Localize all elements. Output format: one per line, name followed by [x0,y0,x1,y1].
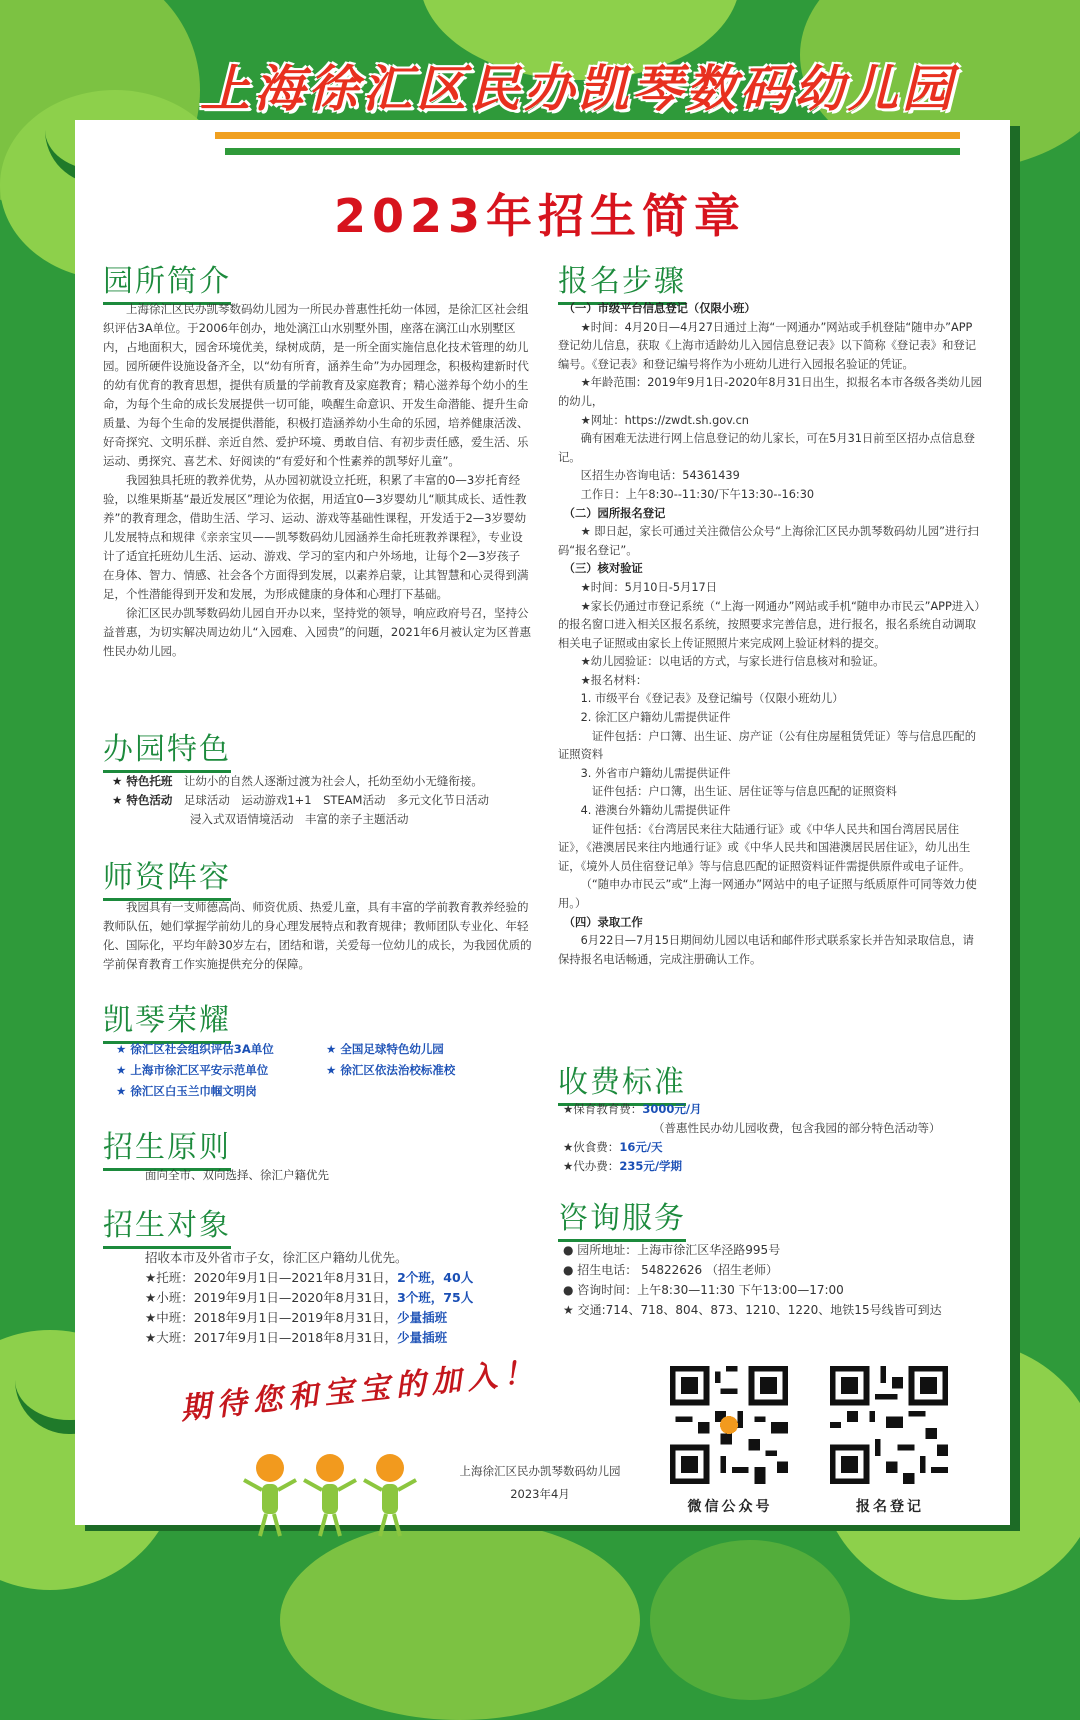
step4-title: （四）录取工作 [563,915,643,929]
bg-blob [280,1520,640,1720]
principle-heading: 招生原则 [103,1122,231,1171]
target-row: ★大班：2017年9月1日—2018年8月31日，少量插班 [145,1330,448,1345]
step1-age: ★年龄范围：2019年9月1日-2020年8月31日出生，拟报名本市各级各类幼儿园的幼儿， [558,376,982,408]
qr-label-register: 报名登记 [856,1499,924,1515]
consult-heading: 咨询服务 [558,1193,686,1242]
step1-note: 确有困难无法进行网上信息登记的幼儿家长，可在5月31日前至区招办点信息登记。 [558,432,975,464]
kids-illustration [230,1450,430,1540]
intro-paragraph-1: 上海徐汇区民办凯琴数码幼儿园为一所民办普惠性托幼一体园，是徐汇区社会组织评估3A单位。于2006年创办，地处漓江山水别墅外围，座落在漓江山水别墅区内，占地面积大，园舍环境优美，绿树成荫，是一所全面实施信息化技术管理的幼儿园。园所硬件设施设备齐全，以“幼有所育，涵养生命”为办园理念，积极构建新时代的幼有优育的教育思想，提供有质量的学前教育及家庭教育；精心滋养每个幼小的生命，为每个生命的成长发展提供一切可能，唤醒生命意识、开发生命潜能、提升生命质量、为每个生命的发展提供潜能，积极打造涵养幼小生命的乐园，培养健康活泼、好奇探究、文明乐群、亲近自然、爱护环境、勇敢自信、有初步责任感，爱生活、乐运动、勇探究、喜艺术、好阅读的“有爱好和个性素养的凯琴好儿童”。 [103,302,529,468]
intro-body [103,300,531,661]
target-heading: 招生对象 [103,1200,231,1249]
features-heading: 办园特色 [103,724,231,773]
step1-title: （一）市级平台信息登记（仅限小班） [563,302,756,315]
target-row: ★小班：2019年9月1日—2020年8月31日，3个班，75人 [145,1290,474,1305]
material-item: 2. 徐汇区户籍幼儿需提供证件 [580,711,731,725]
step3-title: （三）核对验证 [563,562,643,576]
material-item: 1. 市级平台《登记表》及登记编号（仅限小班幼儿） [580,692,844,706]
qr-code-register[interactable] [830,1366,948,1484]
step2-text: ★ 即日起，家长可通过关注微信公众号“上海徐汇区民办凯琴数码幼儿园”进行扫码“报名登记”。 [558,525,979,557]
step3-verify: ★幼儿园验证：以电话的方式，与家长进行信息核对和验证。 [580,655,885,669]
steps-heading: 报名步骤 [558,256,686,305]
target-row: ★中班：2018年9月1日—2019年8月31日，少量插班 [145,1310,448,1325]
step1-time: ★时间：4月20日—4月27日通过上海“一网通办”网站或手机登陆“随申办”APP登记幼儿信息，获取《上海市适龄幼儿入园信息登记表》以下简称《登记表》和登记编号。《登记表》和登记编号将作为小班幼儿进行入园报名验证的凭证。 [558,320,976,371]
material-item: 4. 港澳台外籍幼儿需提供证件 [580,804,731,818]
fee-row: ★代办费：235元/学期 [563,1159,683,1173]
step1-hours: 工作日：上午8:30--11:30/下午13:30--16:30 [580,487,815,501]
feature-text-activities: 足球活动 运动游戏1+1 STEAM活动 多元文化节日活动 [183,793,489,807]
honor-item: ★ 全国足球特色幼儿园 [326,1042,444,1056]
teachers-paragraph: 我园具有一支师德高尚、师资优质、热爱儿童，具有丰富的学前教育教养经验的教师队伍，她们掌握学前幼儿的身心理发展特点和教育规律；教师团队专业化、年轻化、国际化，平均年龄30岁左右，团结和谐，关爱每一位幼儿的成长，为我园优质的学前保育教育工作实施提供充分的保障。 [103,900,532,971]
material-item: 3. 外省市户籍幼儿需提供证件 [580,766,731,780]
steps-body [558,300,982,969]
teachers-body [103,898,533,974]
material-note: （“随申办市民云”或“上海一网通办”网站中的电子证照与纸质原件可同等效力使用。） [558,878,977,910]
footer-date: 2023年4月 [510,1487,570,1501]
qr-label-wechat: 微信公众号 [687,1499,773,1515]
consult-item: ● 招生电话： 54822626 （招生老师） [563,1263,778,1277]
target-row: ★托班：2020年9月1日—2021年8月31日，2个班，40人 [145,1270,474,1285]
material-detail: 证件包括：户口簿，出生证、居住证等与信息匹配的证照资料 [591,785,897,799]
green-stripe [225,148,960,155]
consult-item: ★ 交通:714、718、804、873、1210、1220、地铁15号线皆可到达 [563,1303,942,1317]
footer-slogan: 期待您和宝宝的加入！ [178,1354,541,1427]
honor-item: ★ 徐汇区依法治校标准校 [326,1063,456,1077]
school-name-title: 上海徐汇区民办凯琴数码幼儿园 [200,59,956,118]
principle-text: 面向全市、双向选择、徐汇户籍优先 [145,1168,329,1182]
qr-code-wechat[interactable] [670,1366,788,1484]
bg-blob [650,1540,850,1700]
fees-body [563,1100,983,1176]
target-intro: 招收本市及外省市子女，徐汇区户籍幼儿优先。 [145,1250,408,1265]
fee-row: ★保育教育费：3000元/月 [563,1102,702,1116]
fee-row: ★伙食费：16元/天 [563,1140,663,1154]
consult-body [563,1240,983,1320]
fees-heading: 收费标准 [558,1057,686,1106]
teachers-heading: 师资阵容 [103,852,231,901]
feature-label-activities: ★ 特色活动 [112,793,173,807]
fee-note: （普惠性民办幼儿园收费，包含我园的部分特色活动等） [653,1121,941,1135]
intro-heading: 园所简介 [103,256,231,305]
step1-url: ★网址：https://zwdt.sh.gov.cn [580,413,749,427]
step2-title: （二）园所报名登记 [563,506,666,520]
material-detail: 证件包括：户口簿、出生证、房产证（公有住房屋租赁凭证）等与信息匹配的证照资料 [558,729,976,762]
honor-item: ★ 徐汇区社会组织评估3A单位 [116,1042,274,1056]
feature-text-activities-2: 浸入式双语情境活动 丰富的亲子主题活动 [190,812,409,826]
step1-phone: 区招生办咨询电话：54361439 [580,469,740,483]
feature-label-toban: ★ 特色托班 [112,774,173,788]
step4-text: 6月22日—7月15日期间幼儿园以电话和邮件形式联系家长并告知录取信息，请保持报名电话畅通，完成注册确认工作。 [558,934,974,966]
intro-paragraph-3: 徐汇区民办凯琴数码幼儿园自开办以来，坚持党的领导，响应政府号召，坚持公益普惠，为切实解决周边幼儿“入园难、入园贵”的问题，2021年6月被认定为区普惠性民办幼儿园。 [103,606,531,658]
honors-heading: 凯琴荣耀 [103,995,231,1044]
step3-text: ★家长仍通过市登记系统（“上海一网通办”网站或手机“随申办市民云”APP进入）的报名窗口进入相关区报名系统，按照要求完善信息，进行报名，报名系统自动调取相关电子证照或由家长上传证照照片来完成网上验证材料的提交。 [558,599,981,650]
orange-stripe [215,132,960,139]
step3-time: ★时间：5月10日-5月17日 [580,580,718,594]
intro-paragraph-2: 我园独具托班的教养优势，从办园初就设立托班，积累了丰富的0—3岁托育经验，以维果斯基“最近发展区”理论为依据，用适宜0—3岁婴幼儿“顺其成长、适性教养”的教育理念，借助生活、学习、运动、游戏等基础性课程，开发适于2—3岁婴幼儿发展特点和规律《亲亲宝贝——凯琴数码幼儿园涵养生命托班教养课程》，专业设计了适宜托班幼儿生活、运动、游戏、学习的室内和户外场地，让每个2—3岁孩子在身体、智力、情感、社会各个方面得到发展，以素养启蒙，让其智慧和心灵得到满足，个性潜能得到开发和发展，为形成健康的身体和心理打下基础。 [103,473,529,601]
honor-item: ★ 上海市徐汇区平安示范单位 [116,1063,269,1077]
features-body [112,772,542,829]
footer-org: 上海徐汇区民办凯琴数码幼儿园 [459,1464,621,1478]
honor-item: ★ 徐汇区白玉兰巾帼文明岗 [116,1084,257,1098]
target-body [145,1248,545,1348]
page-title: 2023年招生简章 [333,189,747,243]
material-detail: 证件包括：《台湾居民来往大陆通行证》或《中华人民共和国台湾居民居住证》，《港澳居民来往内地通行证》或《中华人民共和国港澳居民居住证》，幼儿出生证，《境外人员住宿登记单》等与信息匹配的证照资料证件需提供原件或电子证件。 [558,822,971,873]
step3-materials: ★报名材料： [580,673,648,687]
feature-text-toban: 让幼小的自然人逐渐过渡为社会人，托幼至幼小无缝衔接。 [183,774,483,788]
consult-item: ● 园所地址：上海市徐汇区华泾路995号 [563,1243,781,1257]
consult-item: ● 咨询时间：上午8:30—11:30 下午13:00—17:00 [563,1283,844,1297]
